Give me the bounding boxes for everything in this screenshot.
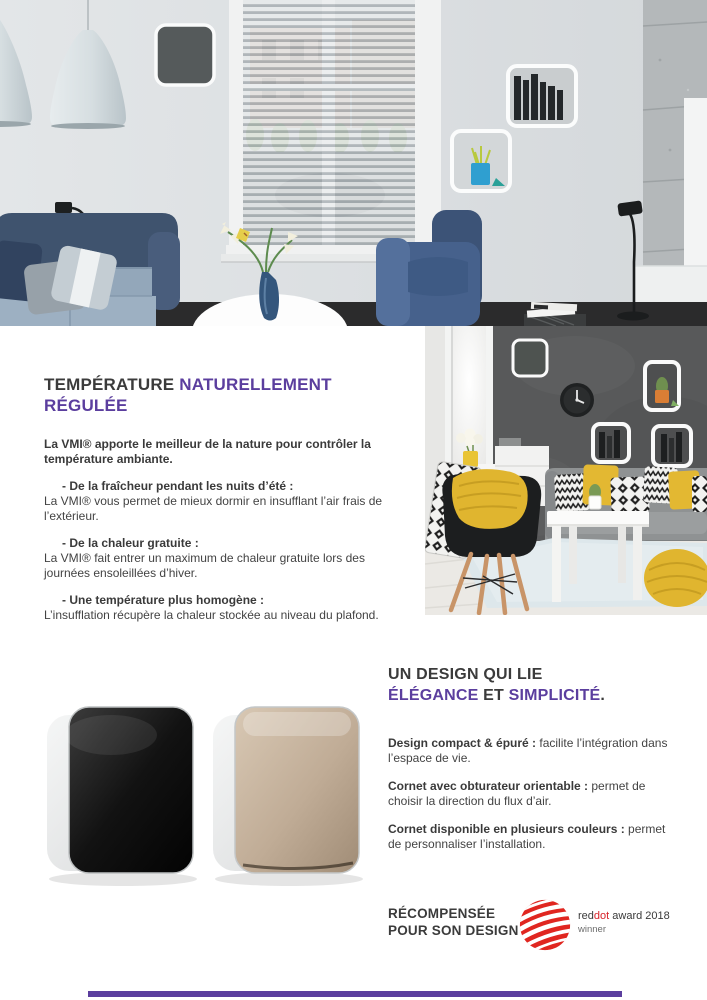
design-title-simplicite: SIMPLICITÉ [508, 687, 601, 704]
design-title-period: . [600, 687, 606, 704]
bullet-heading: - De la chaleur gratuite : [62, 536, 199, 550]
sofa [0, 213, 180, 326]
design-title-line1: UN DESIGN QUI LIE [388, 666, 543, 683]
award-label-line1: RÉCOMPENSÉE [388, 906, 496, 921]
wall-frame [156, 25, 214, 85]
design-title-et: ET [478, 687, 509, 704]
reddot-wordmark [578, 910, 670, 936]
design-title-elegance: ÉLÉGANCE [388, 687, 479, 704]
wall-shelf-plant [452, 131, 510, 191]
reddot-dot-text: dot [593, 910, 610, 922]
footer-accent-bar [88, 991, 622, 997]
living-room-photo [0, 0, 707, 326]
temperature-section [44, 374, 404, 623]
lounge-photo-graphic [425, 326, 707, 615]
feature-cornet-orientable [388, 779, 678, 809]
cube-beige [213, 707, 363, 886]
reddot-winner-text: winner [578, 924, 606, 935]
wall-shelf-books [508, 66, 576, 126]
feature-heading: Design compact & épuré : [388, 736, 537, 750]
shelf-books-a [593, 424, 629, 462]
temperature-intro: La VMI® apporte le meilleur de la nature pour contrôler la température ambiante. [44, 437, 371, 466]
yellow-throw [452, 469, 528, 529]
bullet-chaleur [44, 536, 404, 581]
shelf-cactus [645, 362, 679, 410]
wall-frame [513, 340, 547, 376]
bullet-fraicheur [44, 479, 404, 524]
bullet-body: La VMI® vous permet de mieux dormir en insufflant l’air frais de l’extérieur. [44, 494, 383, 523]
window [221, 0, 449, 262]
living-room-photo-graphic [0, 0, 707, 326]
cube-black [47, 707, 197, 886]
feature-heading: Cornet avec obturateur orientable : [388, 779, 589, 793]
shelf-books-b [653, 426, 691, 466]
temperature-title-dark: TEMPÉRATURE [44, 375, 180, 394]
feature-cornet-couleurs [388, 822, 678, 852]
temperature-title [44, 374, 404, 416]
feature-heading: Cornet disponible en plusieurs couleurs : [388, 822, 625, 836]
bullet-heading: - Une température plus homogène : [62, 593, 265, 607]
temperature-title-accent: NATURELLEMENT RÉGULÉE [44, 375, 332, 415]
award-label-line2: POUR SON DESIGN [388, 923, 519, 938]
product-cubes-photo [35, 695, 365, 905]
reddot-award-text: award 2018 [609, 910, 670, 922]
feature-body: facilite l’intégration dans l’espace de vie. [388, 736, 668, 765]
wall-clock [560, 383, 594, 417]
bullet-body: La VMI® fait entrer un maximum de chaleur gratuite lors des journées ensoleillées d’hiver. [44, 551, 365, 580]
reddot-logo-icon [517, 897, 573, 953]
reddot-line [578, 910, 670, 923]
design-features [388, 736, 678, 865]
bullet-homogene [44, 593, 404, 623]
bullet-heading: - De la fraîcheur pendant les nuits d’été : [62, 479, 294, 493]
feature-body: permet de personnaliser l’installation. [388, 822, 666, 851]
yellow-pouf [644, 549, 707, 607]
bullet-body: L’insufflation récupère la chaleur stockée au niveau du plafond. [44, 608, 379, 622]
feature-body: permet de choisir la direction du flux d’air. [388, 779, 646, 808]
reddot-red-text: red [578, 910, 594, 922]
product-cubes-graphic [35, 695, 365, 905]
venetian-blinds [243, 0, 415, 245]
design-title [388, 664, 688, 706]
feature-compact [388, 736, 678, 766]
lounge-photo [425, 326, 707, 615]
